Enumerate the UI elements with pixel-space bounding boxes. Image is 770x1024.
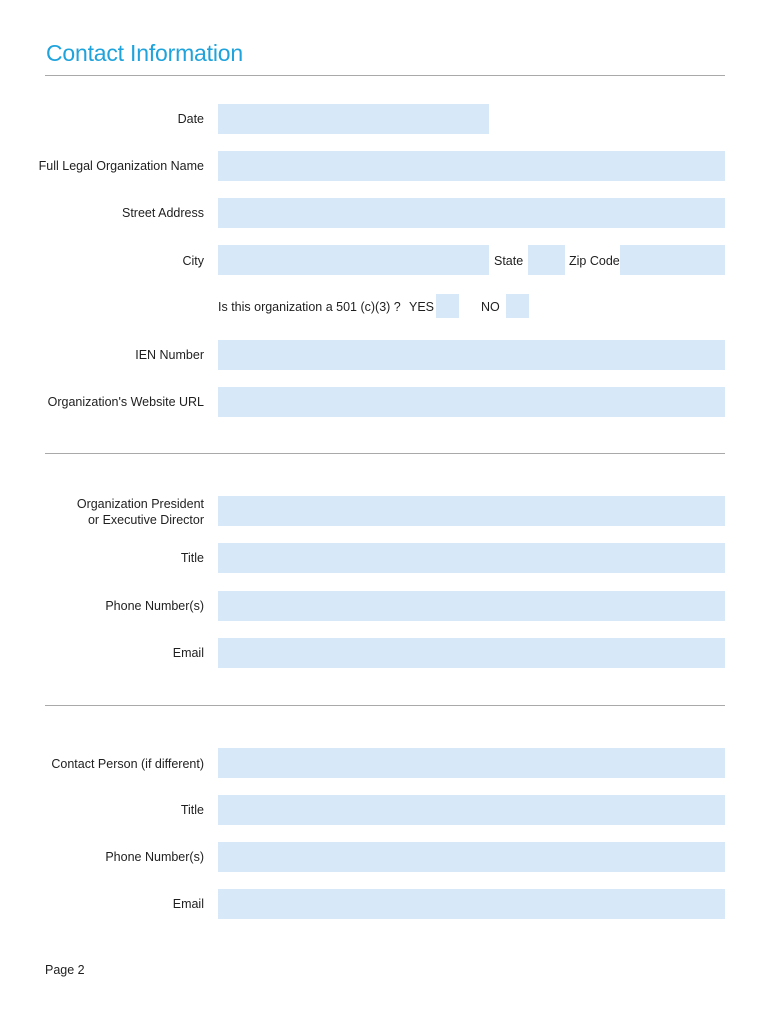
city-label: City [182,254,204,268]
ien-number-field[interactable] [218,340,725,370]
president-title-label: Title [180,551,204,565]
no-checkbox[interactable] [506,294,529,318]
contact-person-field[interactable] [218,748,725,778]
president-phone-label: Phone Number(s) [105,599,204,613]
website-field[interactable] [218,387,725,417]
street-address-label: Street Address [122,206,204,220]
page-number: Page 2 [45,963,85,977]
date-label: Date [177,112,204,126]
zip-code-label: Zip Code [569,254,620,268]
president-label-line2: or Executive Director [87,513,204,527]
state-field[interactable] [528,245,565,275]
zip-code-field[interactable] [620,245,725,275]
yes-label: YES [409,300,435,314]
president-email-label: Email [172,646,204,660]
city-field[interactable] [218,245,489,275]
date-field[interactable] [218,104,489,134]
street-address-field[interactable] [218,198,725,228]
contact-email-field[interactable] [218,889,725,919]
section-divider-1 [45,453,725,454]
president-title-field[interactable] [218,543,725,573]
president-phone-field[interactable] [218,591,725,621]
contact-phone-field[interactable] [218,842,725,872]
president-email-field[interactable] [218,638,725,668]
contact-title-field[interactable] [218,795,725,825]
contact-person-label: Contact Person (if different) [51,757,204,771]
president-label-line1: Organization President [76,497,204,511]
state-label: State [494,254,524,268]
nonprofit-question: Is this organization a 501 (c)(3) ? [218,300,401,314]
contact-email-label: Email [172,897,204,911]
contact-phone-label: Phone Number(s) [105,850,204,864]
title-divider [45,75,725,76]
legal-name-label: Full Legal Organization Name [38,159,204,173]
yes-checkbox[interactable] [436,294,459,318]
legal-name-field[interactable] [218,151,725,181]
ien-number-label: IEN Number [135,348,204,362]
president-name-field[interactable] [218,496,725,526]
page-title: Contact Information [46,40,243,66]
no-label: NO [481,300,500,314]
section-divider-2 [45,705,725,706]
contact-title-label: Title [180,803,204,817]
website-label: Organization's Website URL [47,395,204,409]
